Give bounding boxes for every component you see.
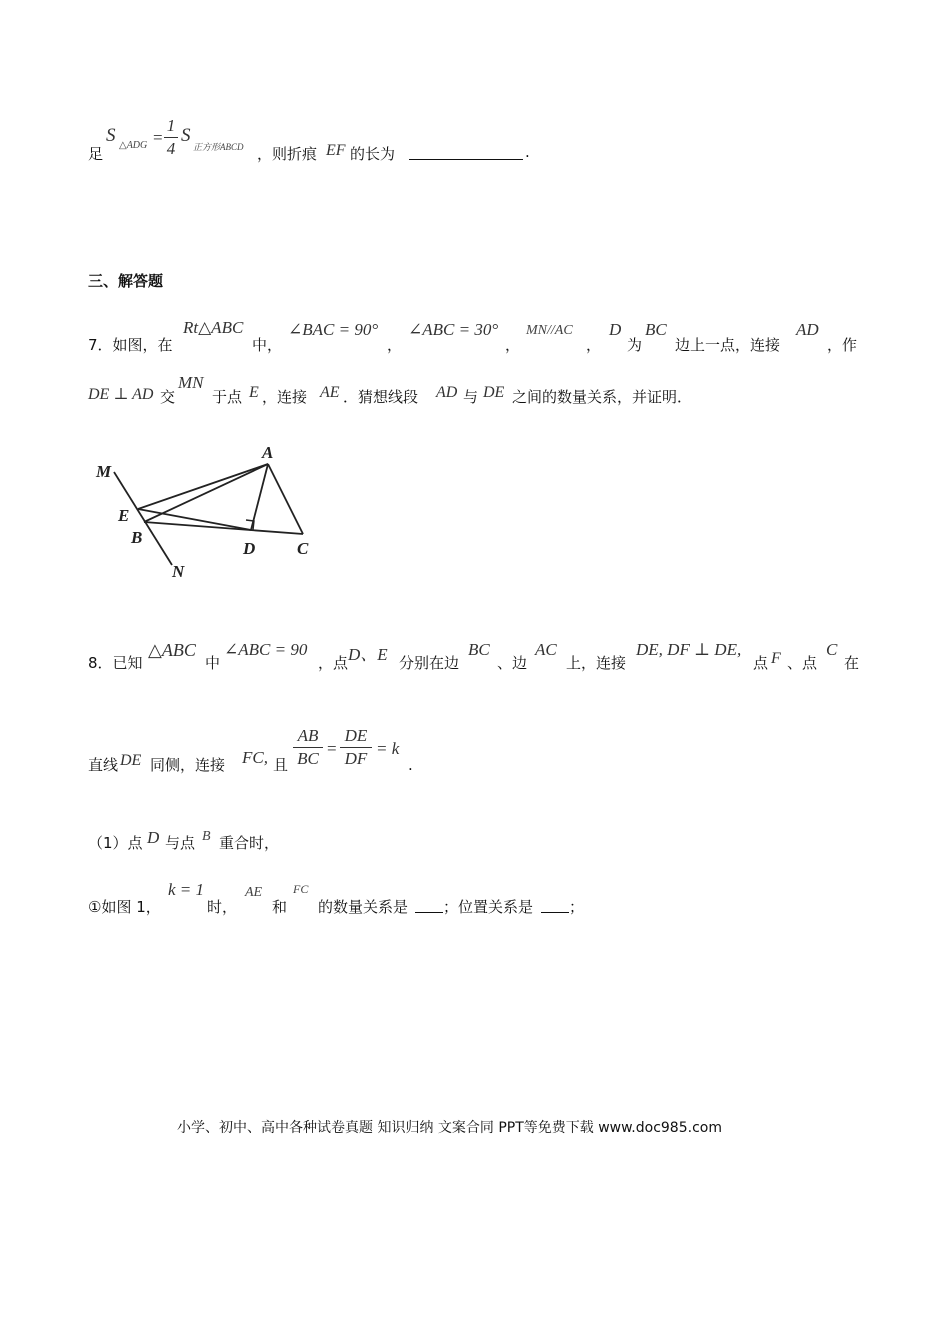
q7-AD: AD <box>796 320 819 339</box>
q7-E: E <box>249 384 259 401</box>
fraction-num: AB <box>297 726 319 745</box>
fraction-den: DF <box>344 749 368 768</box>
segment-EA <box>138 464 268 509</box>
sub1-a: ①如图 1， <box>88 898 161 916</box>
label-B: B <box>131 528 143 547</box>
fraction-num: 1 <box>166 116 176 135</box>
q7-BC: BC <box>645 320 667 339</box>
area-symbol-2: S <box>181 125 191 146</box>
fraction-DE-DF <box>340 726 372 769</box>
area-subscript-2: 正方形ABCD <box>193 142 244 152</box>
q8-angle: ∠ABC = 90 <box>224 640 308 659</box>
segment-AD <box>251 464 268 530</box>
q8-dun: 、边 <box>497 654 528 672</box>
q8-BC: BC <box>468 640 490 659</box>
q8-zai: 在 <box>844 654 860 672</box>
q7-jiao: 交 <box>160 388 176 406</box>
q7-yu: 于点 <box>212 388 243 406</box>
q7-number: 7．如图，在 <box>88 336 173 354</box>
line1-text: ，则折痕 <box>257 145 318 163</box>
label-D: D <box>243 539 256 558</box>
q8-condition: DE, DF ⊥ DE, <box>636 640 742 659</box>
part1-mid: 与点 <box>165 834 196 852</box>
q7-and: 与 <box>463 388 479 406</box>
q8-fenbie: 分别在边 <box>399 654 460 672</box>
fraction-one-quarter <box>164 116 178 159</box>
q8-F: F <box>771 650 781 667</box>
q7-end: 之间的数量关系，并证明． <box>512 388 693 406</box>
q8-qie: 且 <box>273 756 289 774</box>
q8-DE-points: D、E <box>348 645 388 664</box>
equals: = <box>153 128 163 147</box>
q8-zhong: 中 <box>205 654 221 672</box>
segment-AC <box>268 464 303 534</box>
q7-comma2: ， <box>505 336 521 354</box>
q7-D: D <box>609 320 622 339</box>
blank-position-relation[interactable] <box>541 898 569 913</box>
segment-BC <box>144 522 303 534</box>
sub1-AE: AE <box>245 885 263 900</box>
q8-triangle: △ABC <box>148 640 196 660</box>
q7-wei: 为 <box>627 336 643 354</box>
sub1-c: ；位置关系是 <box>443 898 534 916</box>
q8-line2-b: 同侧，连接 <box>150 756 226 774</box>
q7-bian: 边上一点，连接 <box>675 336 781 354</box>
sub1-d: ； <box>569 898 585 916</box>
part1-B: B <box>202 829 211 844</box>
sub1-FC: FC <box>293 882 309 896</box>
label-A: A <box>262 443 274 462</box>
q8-dianF: 点 <box>753 654 769 672</box>
label-N: N <box>172 562 185 581</box>
q7-MN: MN <box>178 373 204 392</box>
segment-EF: EF <box>326 142 346 159</box>
answer-blank[interactable] <box>409 145 523 160</box>
q7-rt-triangle: Rt△ABC <box>183 318 244 337</box>
q8-number: 8．已知 <box>88 654 143 672</box>
area-subscript: △ADG <box>119 140 148 151</box>
geometry-figure <box>88 430 338 590</box>
q7-parallel: MN//AC <box>526 323 573 338</box>
sub1-b: 的数量关系是 <box>318 898 409 916</box>
label-E: E <box>118 506 130 525</box>
q8-dun2: 、点 <box>787 654 818 672</box>
part1-end: 重合时， <box>219 834 280 852</box>
q7-comma3: ， <box>586 336 602 354</box>
segment-ED <box>138 509 251 530</box>
q8-FC: FC, <box>242 748 268 767</box>
q7-AE: AE <box>320 384 340 401</box>
footer-text: 小学、初中、高中各种试卷真题 知识归纳 文案合同 PPT等免费下载 www.doc985.com <box>177 1120 722 1136</box>
q8-AC: AC <box>535 640 557 659</box>
line1-rest: 的长为 <box>350 145 396 163</box>
fraction-num: DE <box>344 726 368 745</box>
part1-label: （1）点 <box>88 834 143 852</box>
label-C: C <box>297 539 309 558</box>
q7-AD2: AD <box>436 384 458 401</box>
q7-zuo: ，作 <box>827 336 858 354</box>
area-symbol: S <box>106 125 116 146</box>
q7-comma1: ， <box>387 336 403 354</box>
label-M: M <box>96 462 112 481</box>
line1-period: . <box>525 143 530 161</box>
q8-C: C <box>826 640 838 659</box>
fraction-AB-BC <box>293 726 323 769</box>
line1-prefix: 足 <box>88 145 104 163</box>
q7-angle-abc: ∠ABC = 30° <box>408 320 499 339</box>
q8-shang: 上，连接 <box>566 654 627 672</box>
q8-DE2: DE <box>120 752 142 769</box>
q8-eq1: = <box>327 739 337 758</box>
part1-D: D <box>147 828 160 847</box>
q8-line2-a: 直线 <box>88 756 119 774</box>
q7-guess: ．猜想线段 <box>343 388 419 406</box>
fraction-den: 4 <box>166 139 176 158</box>
q7-zhong: 中， <box>252 336 283 354</box>
q8-eq2: = k <box>376 739 400 758</box>
q7-lian: ，连接 <box>262 388 308 406</box>
sub1-shi: 时， <box>207 898 238 916</box>
sub1-k: k = 1 <box>168 880 205 899</box>
q7-perp: DE ⊥ AD <box>88 386 154 403</box>
section-title: 三、解答题 <box>88 272 164 290</box>
blank-quantity-relation[interactable] <box>415 898 443 913</box>
q7-DE: DE <box>483 384 505 401</box>
q8-period: . <box>408 756 413 774</box>
sub1-he: 和 <box>272 898 288 916</box>
fraction-den: BC <box>297 749 319 768</box>
q7-angle-bac: ∠BAC = 90° <box>288 320 379 339</box>
q8-dian: ，点 <box>318 654 349 672</box>
